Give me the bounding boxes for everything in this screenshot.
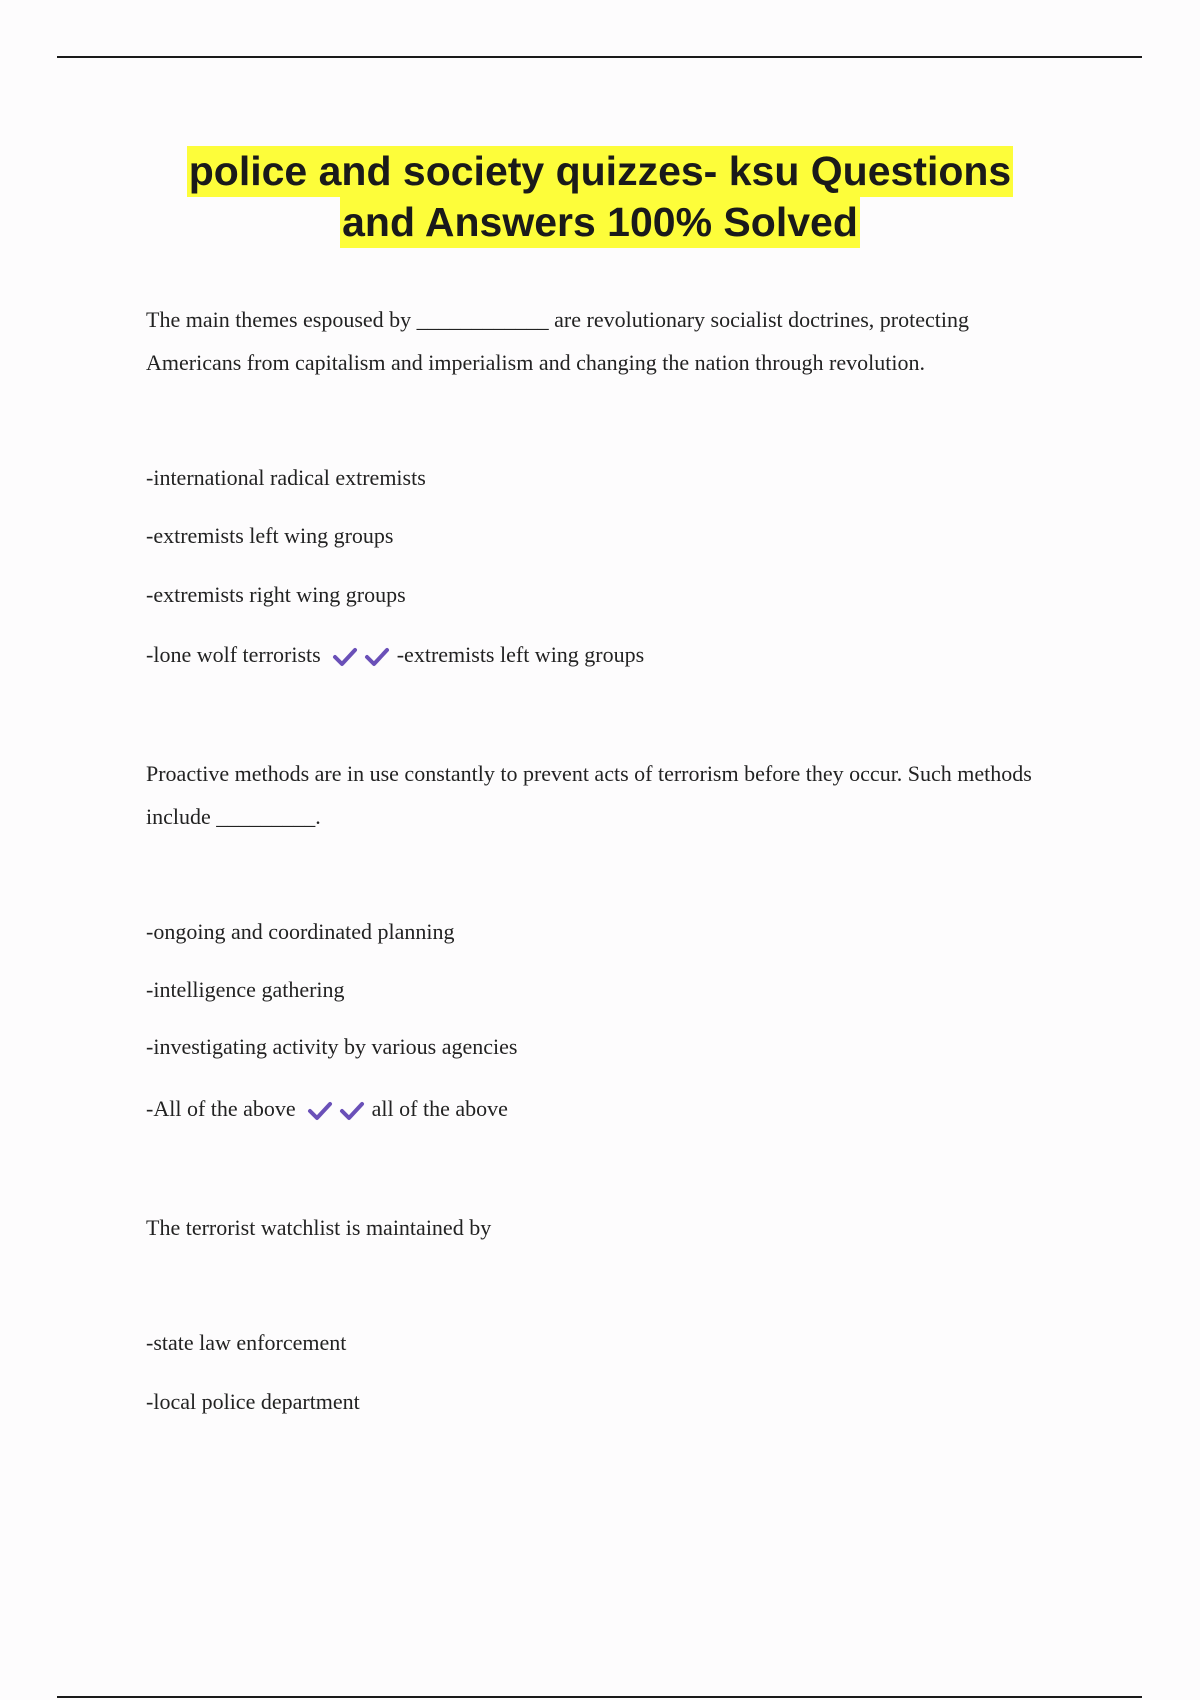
answer-marker	[304, 1087, 368, 1130]
question-2-option-4: -All of the above	[146, 1096, 296, 1121]
question-1-answer: -extremists left wing groups	[396, 642, 645, 667]
question-1-option-4: -lone wolf terrorists	[146, 642, 321, 667]
question-3-option-1: -state law enforcement	[146, 1330, 347, 1355]
checkmark-icon	[364, 646, 390, 668]
question-2-answer: all of the above	[371, 1096, 508, 1121]
question-3-prompt: The terrorist watchlist is maintained by	[146, 1215, 492, 1240]
header-rule	[57, 56, 1142, 58]
question-2-option-2: -intelligence gathering	[146, 977, 345, 1002]
checkmark-icon	[339, 1100, 365, 1122]
title-line-2: and Answers 100% Solved	[340, 197, 860, 248]
question-1-prompt: The main themes espoused by ____________ are revolutionary socialist doctrines, protecting Americans from capitalism and imperialism and changing the nation through revolution.	[146, 307, 969, 375]
footer-rule	[57, 1696, 1142, 1698]
checkmark-icon	[332, 646, 358, 668]
question-2-option-3: -investigating activity by various agencies	[146, 1034, 518, 1059]
question-2-option-4-row	[146, 1087, 508, 1130]
question-1-option-3: -extremists right wing groups	[146, 582, 406, 607]
title-line-1: police and society quizzes- ksu Questions	[187, 146, 1013, 197]
question-2-option-1: -ongoing and coordinated planning	[146, 919, 455, 944]
question-1-option-1: -international radical extremists	[146, 465, 426, 490]
question-3-option-2: -local police department	[146, 1389, 360, 1414]
page-title	[100, 146, 1100, 248]
checkmark-icon	[307, 1100, 333, 1122]
question-2-prompt: Proactive methods are in use constantly to prevent acts of terrorism before they occur. Such methods include _________.	[146, 761, 1032, 829]
question-1-option-2: -extremists left wing groups	[146, 523, 394, 548]
question-1-option-4-row	[146, 633, 644, 676]
answer-marker	[329, 633, 393, 676]
